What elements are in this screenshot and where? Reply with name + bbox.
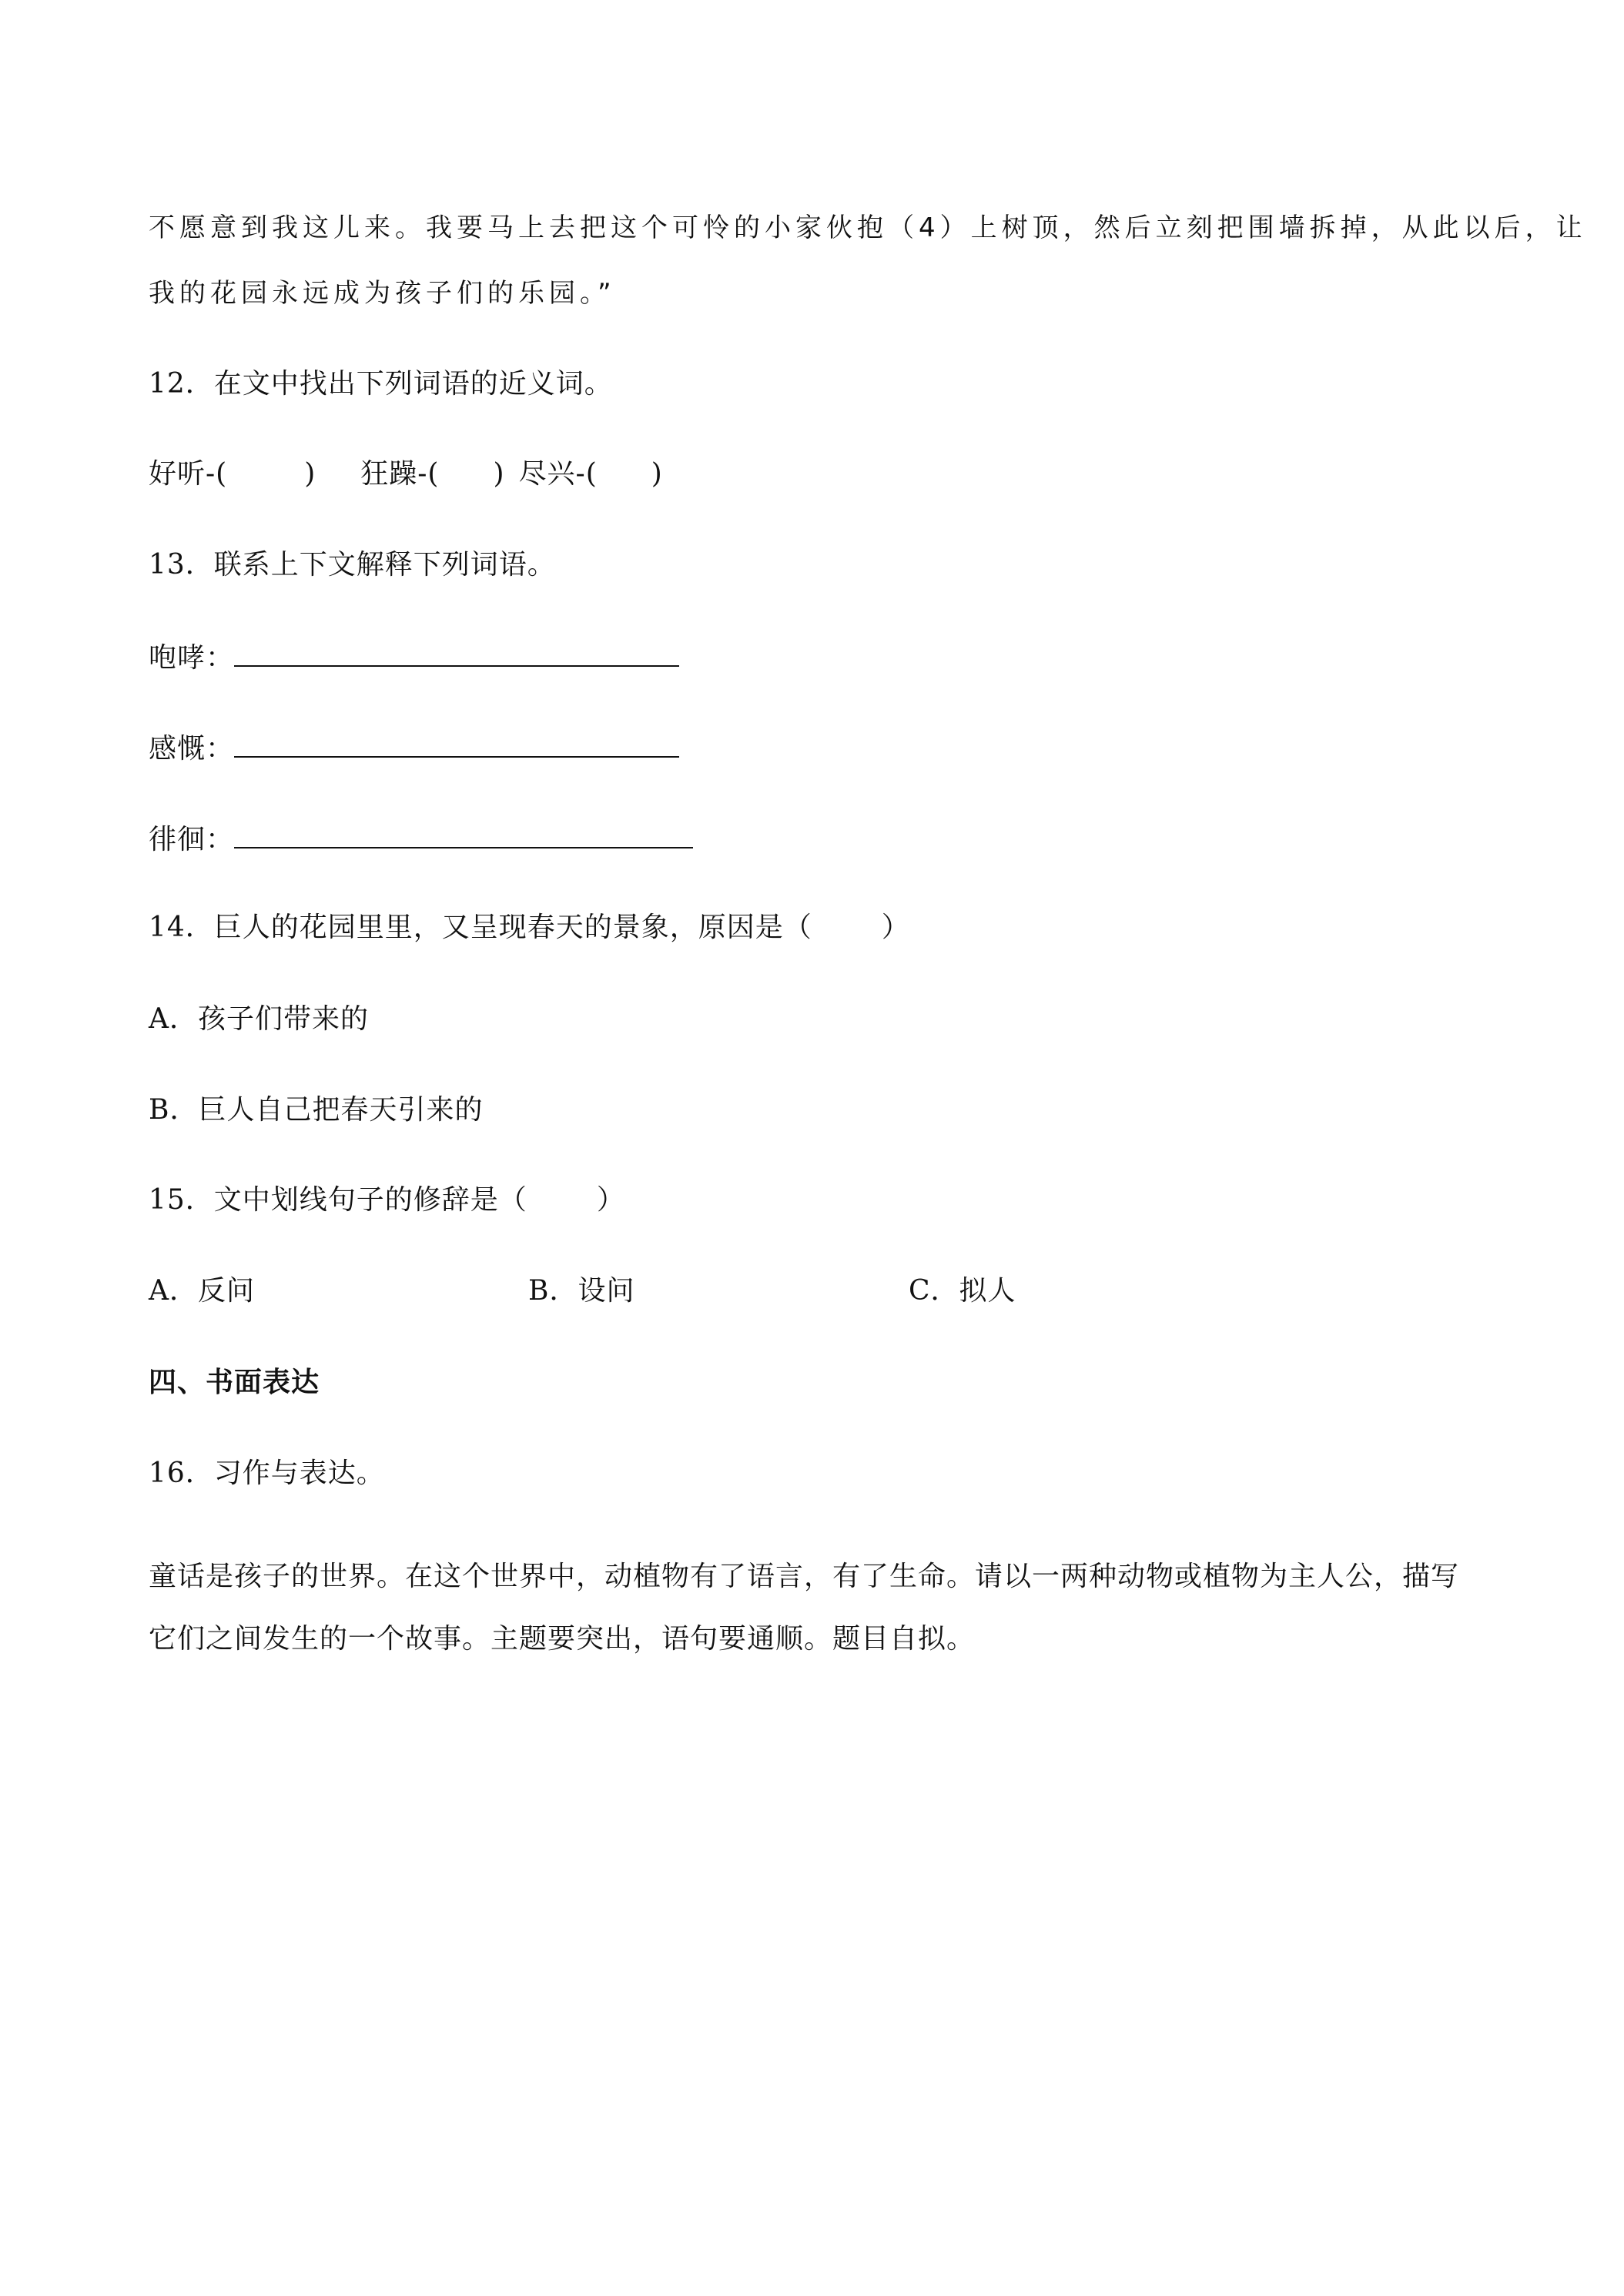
explain-blank-2[interactable] [234, 728, 679, 758]
question-15-close: ） [596, 1184, 625, 1216]
explain-row-1 [149, 638, 679, 677]
question-15-option-b: B．设问 [528, 1275, 635, 1307]
explain-blank-3[interactable] [234, 819, 693, 848]
explain-word-2: 感慨： [149, 733, 235, 765]
synonym-item-1-close: ) [304, 458, 316, 490]
question-14-text: 14．巨人的花园里里，又呈现春天的景象，原因是（ [149, 912, 812, 943]
explain-word-3: 徘徊： [149, 824, 235, 855]
question-16-stem: 16．习作与表达。 [149, 1458, 385, 1489]
passage-line-1: 不愿意到我这儿来。我要马上去把这个可怜的小家伙抱（4）上树顶，然后立刻把围墙拆掉，从此以后，让 [149, 213, 1587, 243]
question-15-stem [149, 1182, 625, 1219]
question-15-option-c: C．拟人 [909, 1275, 1016, 1307]
question-14-close: ） [881, 912, 910, 943]
question-14-option-a: A．孩子们带来的 [149, 1003, 369, 1035]
synonym-item-1: 好听-( [149, 458, 228, 490]
explain-row-2 [149, 728, 679, 768]
synonym-item-3: 尽兴-( [518, 458, 598, 490]
question-16-body-line-1: 童话是孩子的世界。在这个世界中，动植物有了语言，有了生命。请以一两种动物或植物为主人公，描写 [149, 1561, 1460, 1592]
synonym-item-3-close: ) [651, 458, 663, 490]
explain-blank-1[interactable] [234, 638, 679, 667]
question-12-stem: 12．在文中找出下列词语的近义词。 [149, 368, 613, 400]
question-13-stem: 13．联系上下文解释下列词语。 [149, 549, 556, 581]
section-4-heading: 四、书面表达 [149, 1366, 320, 1398]
question-14-stem [149, 909, 910, 946]
question-14-option-b: B．巨人自己把春天引来的 [149, 1094, 484, 1126]
synonym-item-2: 狂躁-( [360, 458, 440, 490]
question-15-text: 15．文中划线句子的修辞是（ [149, 1184, 527, 1216]
synonym-item-2-close: ) [493, 458, 505, 490]
question-16-body-line-2: 它们之间发生的一个故事。主题要突出，语句要通顺。题目自拟。 [149, 1623, 976, 1655]
explain-row-3 [149, 819, 693, 858]
passage-line-2: 我的花园永远成为孩子们的乐园。” [149, 278, 616, 309]
explain-word-1: 咆哮： [149, 642, 235, 674]
question-12-items [149, 456, 663, 493]
question-15-option-a: A．反问 [149, 1275, 255, 1307]
